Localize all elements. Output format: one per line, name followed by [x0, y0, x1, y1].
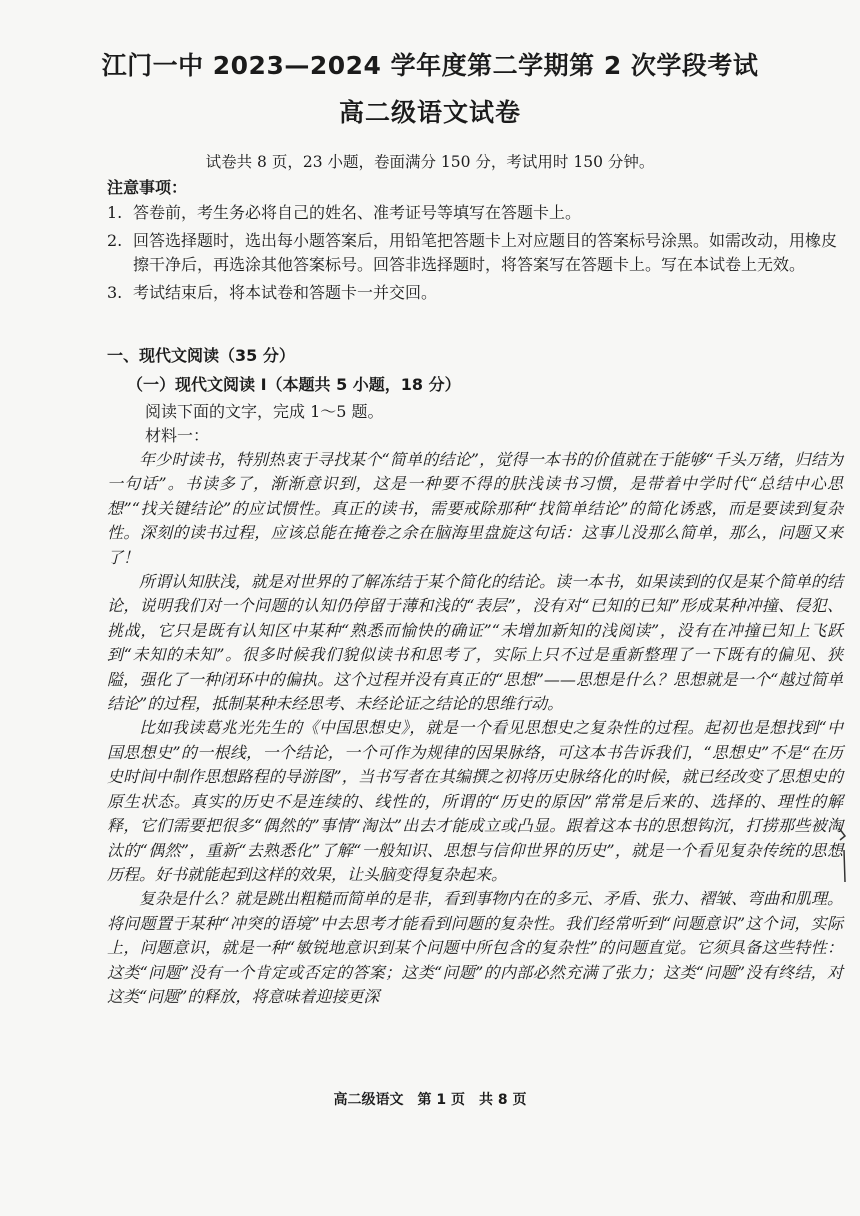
note-text: 答卷前，考生务必将自己的姓名、准考证号等填写在答题卡上。 [133, 203, 582, 222]
passage-paragraph: 复杂是什么？就是跳出粗糙而简单的是非，看到事物内在的多元、矛盾、张力、褶皱、弯曲和肌理。将问题置于某种“冲突的语境”中去思考才能看到问题的复杂性。我们经常听到“问题意识”这个词，实际上，问题意识，就是一种“敏锐地意识到某个问题中所包含的复杂性”的问题直觉。它须具备这些特性：这类“问题”没有一个肯定或否定的答案；这类“问题”的内部必然充满了张力；这类“问题”没有终结，对这类“问题”的释放，将意味着迎接更深 [107, 889, 844, 1006]
note-item [107, 229, 842, 278]
note-number: 1. [107, 203, 123, 222]
passage-paragraph: 所谓认知肤浅，就是对世界的了解冻结于某个简化的结论。读一本书，如果读到的仅是某个简单的结论，说明我们对一个问题的认知仍停留于薄和浅的“表层”，没有对“已知的已知”形成某种冲撞、侵犯、挑战，它只是既有认知区中某种“熟悉而愉快的确证”“未增加新知的浅阅读”，没有在冲撞已知上飞跃到“未知的未知”。很多时候我们貌似读书和思考了，实际上只不过是重新整理了一下既有的偏见、狭隘，强化了一种闭环中的偏执。这个过程并没有真正的“思想”——思想是什么？思想就是一个“越过简单结论”的过程，抵制某种未经思考、未经论证之结论的思维行动。 [107, 572, 844, 714]
note-text: 回答选择题时，选出每小题答案后，用铅笔把答题卡上对应题目的答案标号涂黑。如需改动，用橡皮擦干净后，再选涂其他答案标号。回答非选择题时，将答案写在答题卡上。写在本试卷上无效。 [133, 230, 838, 274]
note-text: 考试结束后，将本试卷和答题卡一并交回。 [133, 282, 438, 302]
reading-instruction: 阅读下面的文字，完成 1～5 题。 [145, 402, 384, 421]
reading-passage [107, 448, 843, 1009]
material-label: 材料一： [145, 426, 210, 445]
passage-paragraph: 年少时读书，特别热衷于寻找某个“简单的结论”，觉得一本书的价值就在于能够“千头万绪，归结为一句话”。书读多了，渐渐意识到，这是一种要不得的肤浅读书习惯，是带着中学时代“总结中心思想”“找关键结论”的应试惯性。真正的读书，需要戒除那种“找简单结论”的简化诱惑，而是要读到复杂性。深刻的读书过程，应该总能在掩卷之余在脑海里盘旋这句话：这事儿没那么简单，那么，问题又来了！ [107, 450, 843, 567]
note-number: 3. [107, 282, 123, 302]
passage-paragraph: 比如我读葛兆光先生的《中国思想史》，就是一个看见思想史之复杂性的过程。起初也是想找到“中国思想史”的一根线，一个结论，一个可作为规律的因果脉络，可这本书告诉我们，“思想史”不是“在历史时间中制作思想路程的导游图”，当书写者在其编撰之初将历史脉络化的时候，就已经改变了思想史的原生状态。真实的历史不是连续的、线性的，所谓的“历史的原因”常常是后来的、选择的、理性的解释，它们需要把很多“偶然的”事情“淘汰”出去才能成立或凸显。跟着这本书的思想钩沉，打捞那些被淘汰的“偶然”，重新“去熟悉化”了解“一般知识、思想与信仰世界的历史”，就是一个看见复杂传统的思想历程。好书就能起到这样的效果，让头脑变得复杂起来。 [107, 718, 843, 884]
note-item [107, 201, 842, 226]
exam-info: 试卷共 8 页，23 小题，卷面满分 150 分，考试用时 150 分钟。 [205, 153, 655, 171]
page-footer: 高二级语文 第 1 页 共 8 页 [333, 1092, 527, 1108]
section-title: 一、现代文阅读（35 分） [107, 346, 295, 365]
note-number: 2. [107, 230, 123, 250]
notes-list [107, 201, 842, 308]
notes-heading: 注意事项： [107, 178, 188, 197]
exam-subtitle: 高二级语文试卷 [338, 98, 521, 127]
exam-title: 江门一中 2023—2024 学年度第二学期第 2 次学段考试 [101, 51, 759, 80]
note-item [107, 281, 842, 306]
margin-pen-mark [836, 826, 850, 886]
subsection-title: （一）现代文阅读 I（本题共 5 小题，18 分） [127, 375, 461, 394]
